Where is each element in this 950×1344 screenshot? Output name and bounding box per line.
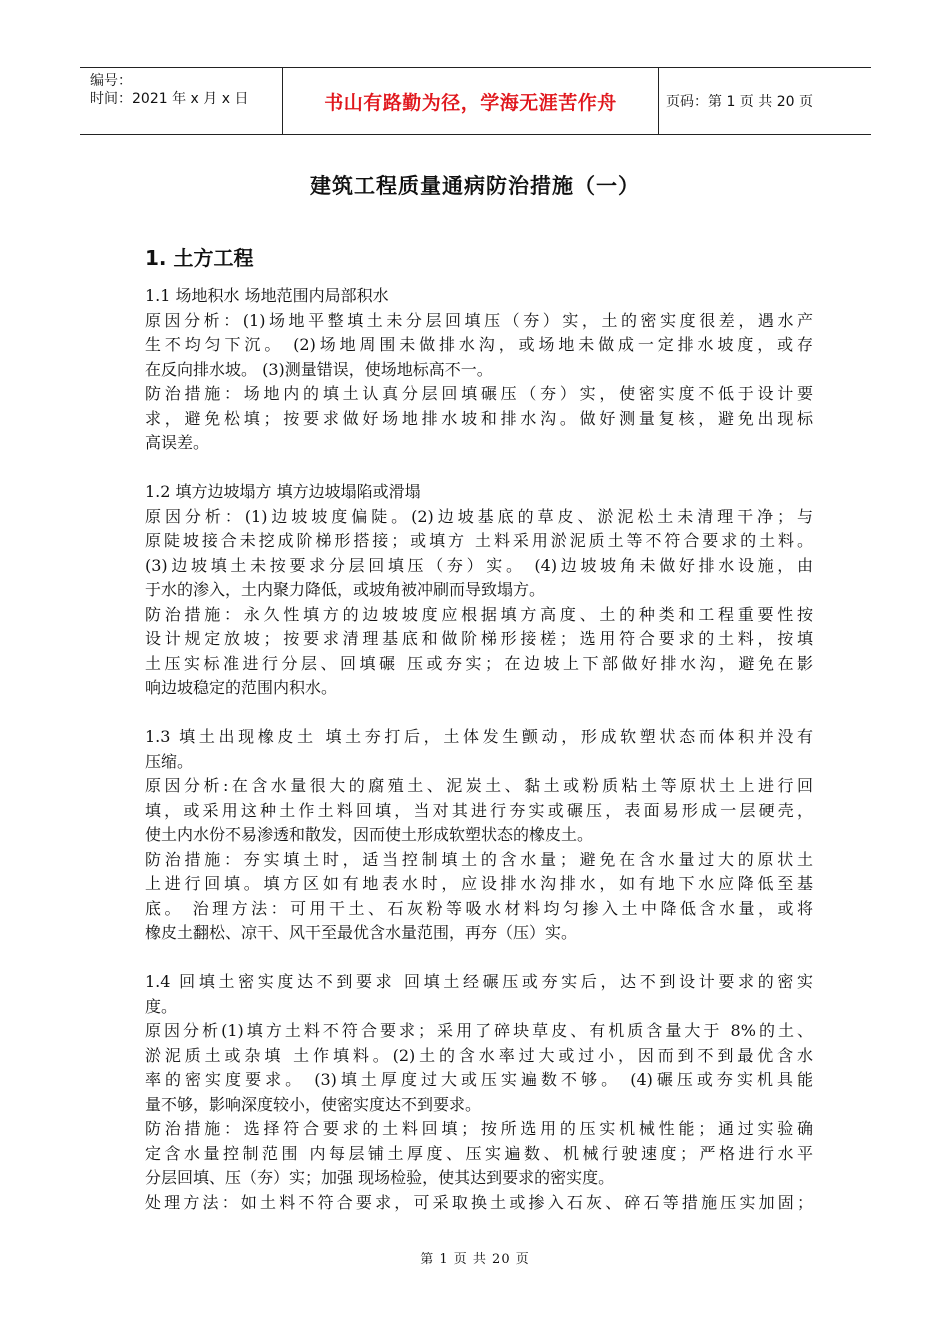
text-line: 分层回填、压（夯）实；加强 现场检验，使其达到要求的密实度。 (145, 1168, 615, 1187)
text-line: 率的密实度要求。 (3)填土厚度过大或压实遍数不够。 (4)碾压或夯实机具能 (145, 1070, 813, 1089)
section-heading: 1. 土方工程 (145, 246, 254, 270)
header-motto-cell (282, 68, 659, 134)
text-line: 原陡坡接合未挖成阶梯形搭接；或填方 土料采用淤泥质土等不符合要求的土料。 (145, 531, 813, 550)
document-body (145, 284, 813, 1215)
text-line: (3)边坡填土未按要求分层回填压（夯）实。 (4)边坡坡角未做好排水设施，由 (145, 555, 813, 575)
text-line: 响边坡稳定的范围内积水。 (145, 678, 338, 697)
header-meta-cell (80, 68, 282, 134)
page-footer: 第 1 页 共 20 页 (420, 1252, 530, 1267)
text-line: 量不够，影响深度较小，使密实度达不到要求。 (145, 1094, 482, 1114)
text-line: 求，避免松填；按要求做好场地排水坡和排水沟。做好测量复核，避免出现标 (145, 408, 813, 428)
text-line: 填，或采用这种土作土料回填，当对其进行夯实或碾压，表面易形成一层硬壳， (145, 800, 813, 820)
text-line: 防治措施：选择符合要求的土料回填；按所选用的压实机械性能；通过实验确 (145, 1119, 813, 1138)
text-line: 设计规定放坡；按要求清理基底和做阶梯形接槎；选用符合要求的土料，按填 (145, 629, 813, 648)
header-page-cell (659, 68, 871, 134)
text-line: 上进行回填。填方区如有地表水时，应设排水沟排水，如有地下水应降低至基 (145, 874, 813, 893)
text-line: 生不均匀下沉。 (2)场地周围未做排水沟，或场地未做成一定排水坡度，或存 (145, 335, 813, 354)
document-time-label: 时间：2021 年 x 月 x 日 (90, 91, 249, 107)
paragraph-gap (145, 456, 813, 481)
document-title: 建筑工程质量通病防治措施（一） (310, 174, 640, 198)
paragraph (145, 970, 813, 1215)
document-header-table (80, 67, 871, 135)
paragraph (145, 480, 813, 701)
text-line: 原因分析(1)填方土料不符合要求；采用了碎块草皮、有机质含量大于 8%的土、 (145, 1021, 813, 1040)
text-line: 处理方法：如土料不符合要求，可采取换土或掺入石灰、碎石等措施压实加固； (145, 1192, 813, 1212)
text-line: 防治措施：夯实填土时，适当控制填土的含水量；避免在含水量过大的原状土 (145, 849, 813, 869)
text-line: 1.2 填方边坡塌方 填方边坡塌陷或滑塌 (145, 482, 421, 501)
paragraph-gap (145, 946, 813, 971)
document-number-label: 编号： (90, 73, 132, 89)
text-line: 底。 治理方法：可用干土、石灰粉等吸水材料均匀掺入土中降低含水量，或将 (145, 898, 813, 918)
text-line: 使土内水份不易渗透和散发，因而使土形成软塑状态的橡皮土。 (145, 825, 594, 844)
paragraph (145, 284, 813, 456)
text-line: 原因分析:在含水量很大的腐殖土、泥炭土、黏土或粉质粘土等原状土上进行回 (145, 776, 813, 795)
text-line: 1.1 场地积水 场地范围内局部积水 (145, 286, 389, 305)
text-line: 原因分析：(1)场地平整填土未分层回填压（夯）实，土的密实度很差，遇水产 (145, 310, 813, 330)
text-line: 1.3 填土出现橡皮土 填土夯打后，土体发生颤动，形成软塑状态而体积并没有 (145, 727, 813, 746)
paragraph (145, 725, 813, 946)
text-line: 在反向排水坡。 (3)测量错误，使场地标高不一。 (145, 359, 493, 379)
text-line: 定含水量控制范围 内每层铺土厚度、压实遍数、机械行驶速度；严格进行水平 (145, 1143, 813, 1163)
text-line: 原因分析：(1)边坡坡度偏陡。(2)边坡基底的草皮、淤泥松土未清理干净；与 (145, 506, 813, 526)
text-line: 压缩。 (145, 751, 194, 771)
paragraph-gap (145, 701, 813, 726)
text-line: 高误差。 (145, 433, 210, 452)
text-line: 防治措施：场地内的填土认真分层回填碾压（夯）实，使密实度不低于设计要 (145, 384, 813, 403)
text-line: 度。 (145, 996, 178, 1016)
text-line: 于水的渗入，土内聚力降低，或坡角被冲刷而导致塌方。 (145, 580, 546, 599)
text-line: 土压实标准进行分层、回填碾 压或夯实；在边坡上下部做好排水沟，避免在影 (145, 653, 813, 673)
text-line: 防治措施：永久性填方的边坡坡度应根据填方高度、土的种类和工程重要性按 (145, 604, 813, 624)
text-line: 橡皮土翻松、凉干、风干至最优含水量范围，再夯（压）实。 (145, 923, 578, 942)
text-line: 淤泥质土或杂填 土作填料。(2)土的含水率过大或过小，因而到不到最优含水 (145, 1045, 813, 1065)
header-page-info: 页码：第 1 页 共 20 页 (666, 94, 813, 110)
text-line: 1.4 回填土密实度达不到要求 回填土经碾压或夯实后，达不到设计要求的密实 (145, 972, 813, 991)
header-motto: 书山有路勤为径，学海无涯苦作舟 (324, 91, 617, 114)
